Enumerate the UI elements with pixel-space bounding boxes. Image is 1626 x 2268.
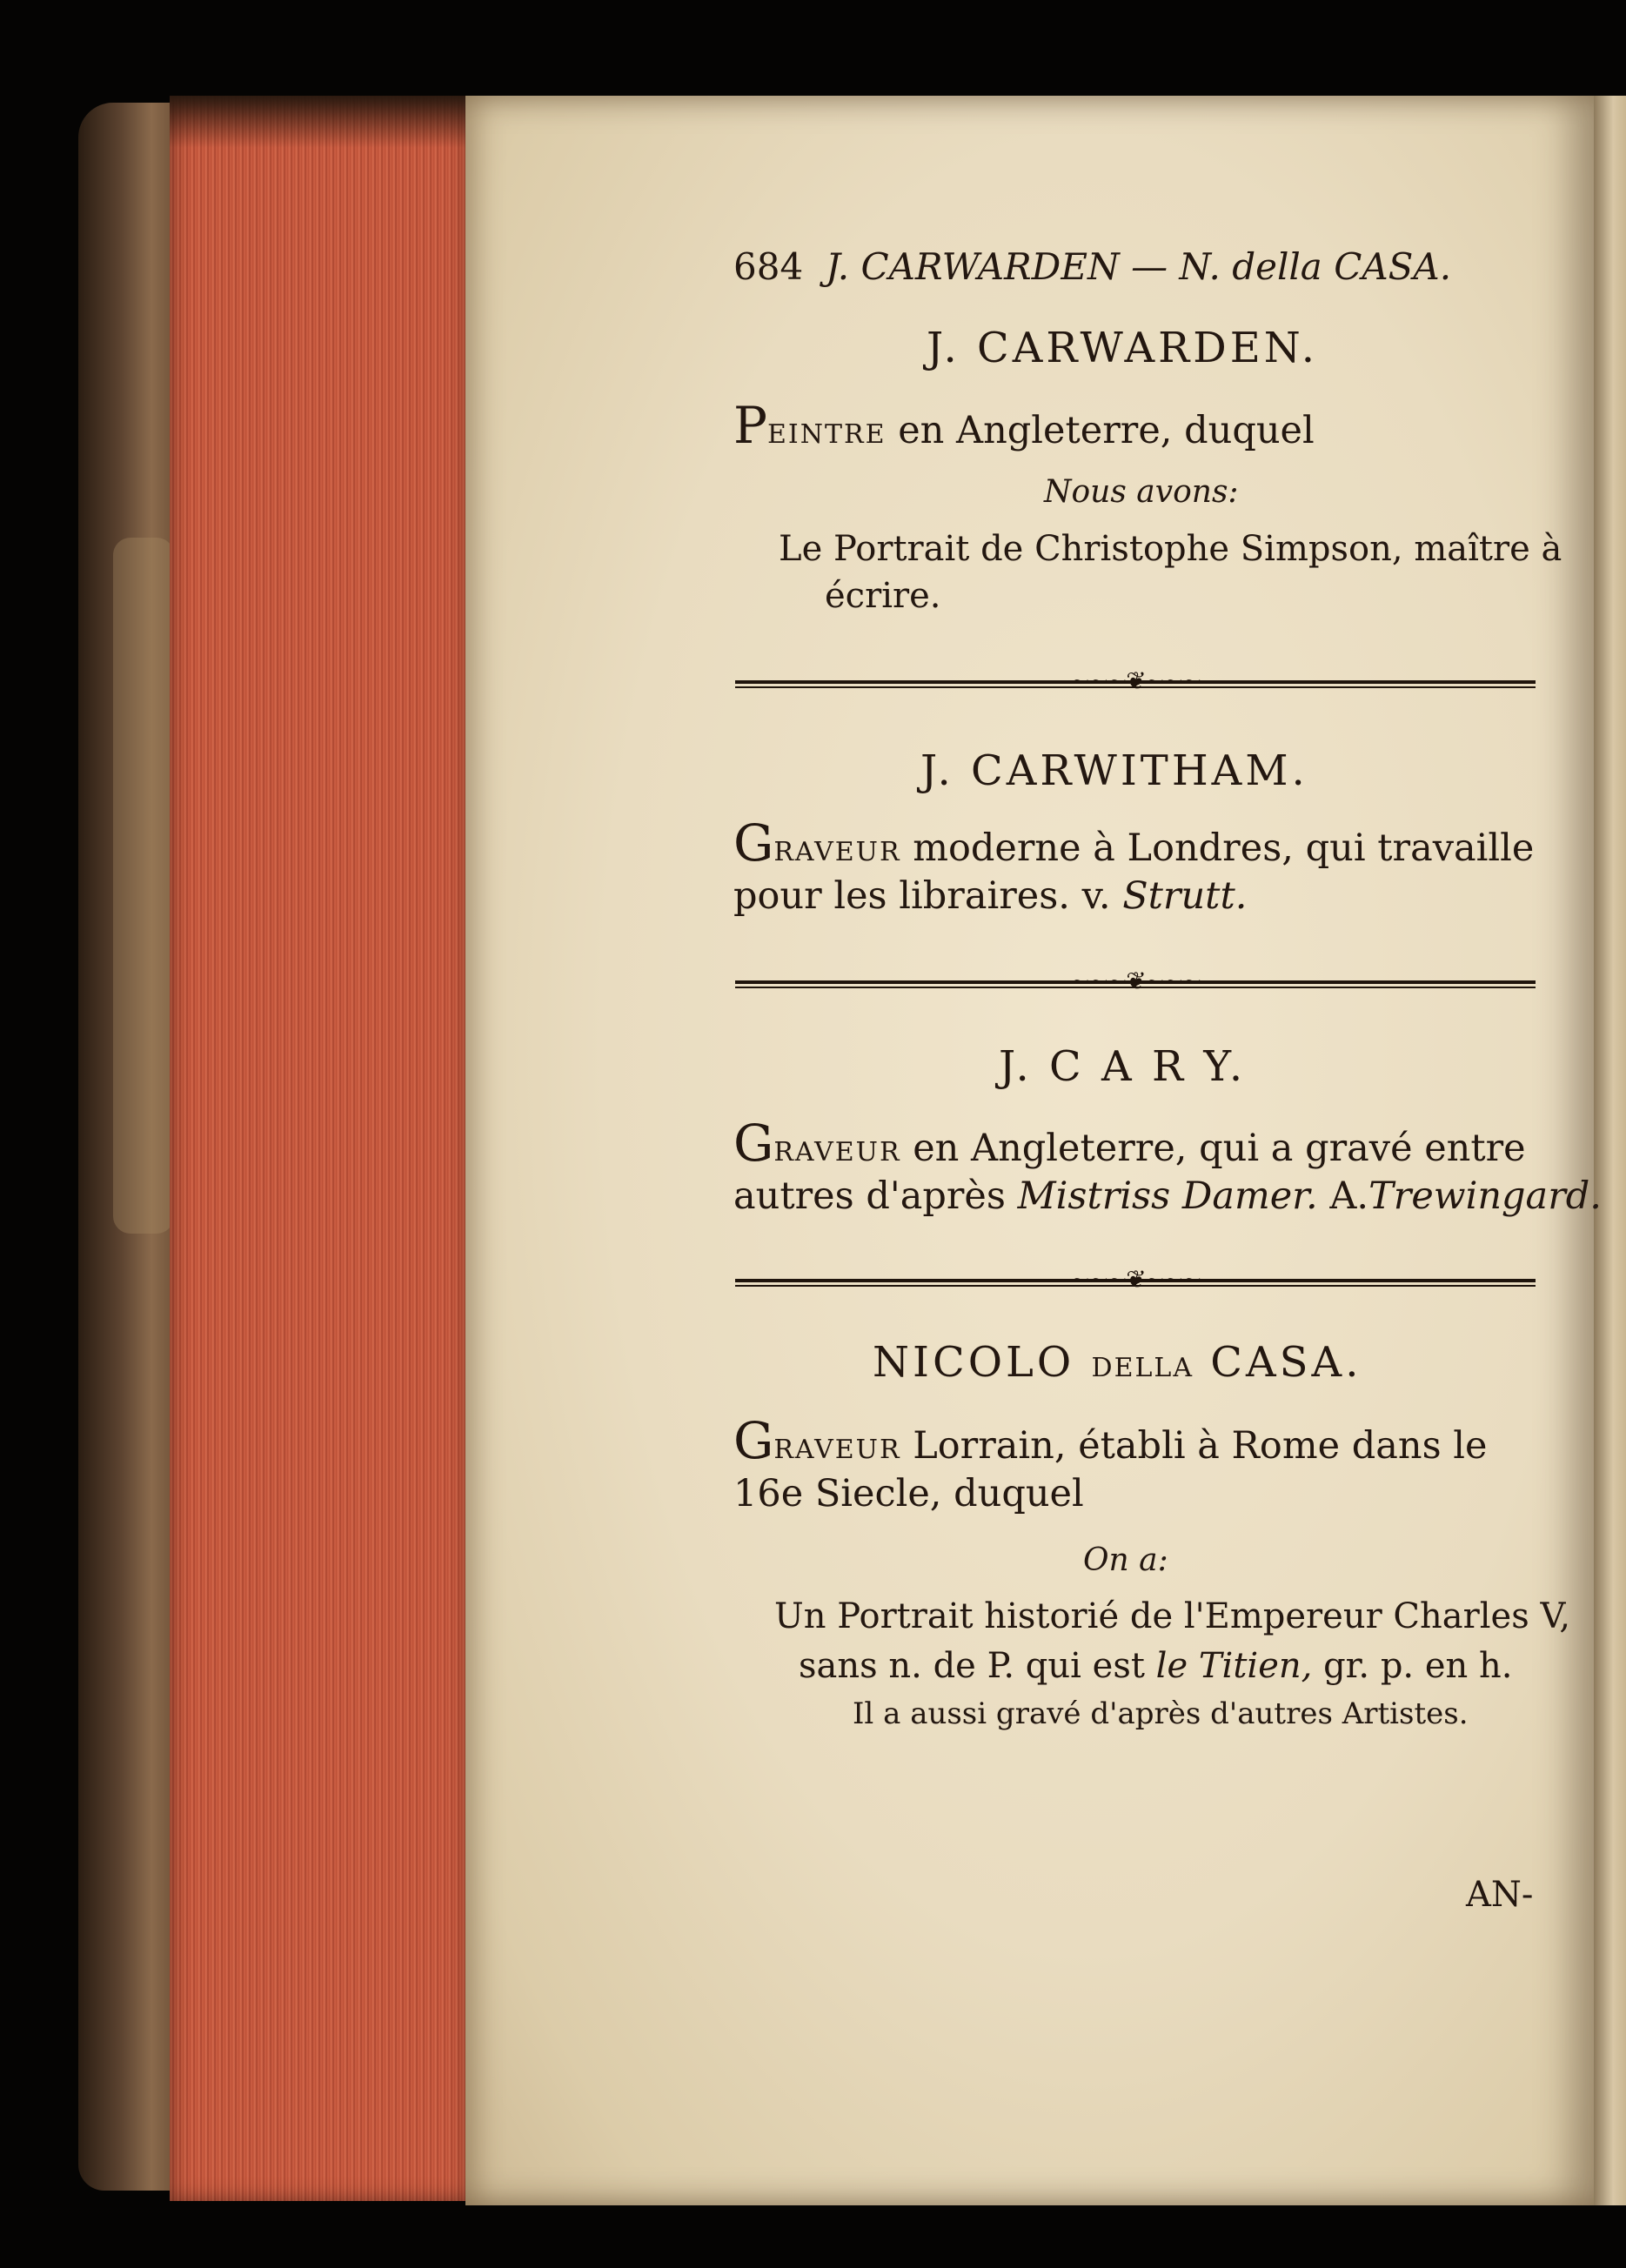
- body-line-2: 16e Siecle, duquel: [733, 1472, 1084, 1515]
- work-line: Un Portrait historié de l'Empereur Charles V,: [774, 1596, 1571, 1636]
- cross-reference: Trewingard.: [1368, 1174, 1602, 1218]
- entry-name-carwarden: J. CARWARDEN.: [927, 324, 1318, 372]
- cross-reference: Mistriss Damer.: [1017, 1174, 1318, 1218]
- entry-body-carwitham: [733, 813, 1534, 873]
- entry-name-cary: J. C A R Y.: [999, 1042, 1247, 1091]
- drop-cap: G: [733, 1411, 774, 1470]
- page-edges: [170, 96, 470, 2201]
- entry-body-casa: [733, 1411, 1488, 1470]
- note-line: Il a aussi gravé d'après d'autres Artistes.: [853, 1696, 1469, 1731]
- body-line: moderne à Londres, qui travaille: [913, 826, 1535, 870]
- running-header: [733, 245, 1451, 288]
- body-line-2: autres d'après Mistriss Damer. A.Trewingard.: [733, 1174, 1602, 1218]
- drop-cap: G: [733, 1114, 774, 1173]
- section-rule: [735, 666, 1536, 695]
- body-line-2: pour les libraires. v. Strutt.: [733, 874, 1248, 918]
- small-caps-word: RAVEUR: [773, 837, 901, 867]
- entry-name-casa: NICOLO DELLA CASA.: [873, 1338, 1362, 1387]
- small-caps-word: EINTRE: [767, 419, 887, 450]
- work-line: écrire.: [825, 576, 941, 616]
- body-line: en Angleterre, duquel: [898, 409, 1315, 452]
- work-line: sans n. de P. qui est le Titien, gr. p. en h.: [799, 1646, 1513, 1686]
- facing-page-edge: [1594, 96, 1626, 2205]
- section-rule: ~~~❦~~~: [735, 979, 1536, 991]
- entry-body-carwarden: [733, 396, 1315, 455]
- page-number: 684: [733, 245, 804, 288]
- drop-cap: G: [733, 813, 774, 873]
- small-caps-word: RAVEUR: [773, 1137, 901, 1167]
- catchword: AN-: [1466, 1875, 1534, 1915]
- body-line: en Angleterre, qui a gravé entre: [913, 1127, 1526, 1170]
- entry-name-carwitham: J. CARWITHAM.: [920, 746, 1308, 795]
- cross-reference: Strutt.: [1122, 874, 1248, 918]
- sub-heading-nous-avons: Nous avons:: [1044, 474, 1239, 510]
- sub-heading-on-a: On a:: [1083, 1542, 1168, 1578]
- body-line: Lorrain, établi à Rome dans le: [913, 1424, 1488, 1468]
- section-rule: ~~~❦~~~: [735, 1277, 1536, 1289]
- small-caps-word: RAVEUR: [773, 1435, 901, 1465]
- entry-body-cary: [733, 1114, 1526, 1173]
- rule-ornament: ~~~❦~~~: [1069, 666, 1201, 695]
- running-title: J. CARWARDEN — N. della CASA.: [826, 245, 1452, 288]
- drop-cap: P: [733, 396, 768, 455]
- work-line: Le Portrait de Christophe Simpson, maître à: [779, 529, 1562, 569]
